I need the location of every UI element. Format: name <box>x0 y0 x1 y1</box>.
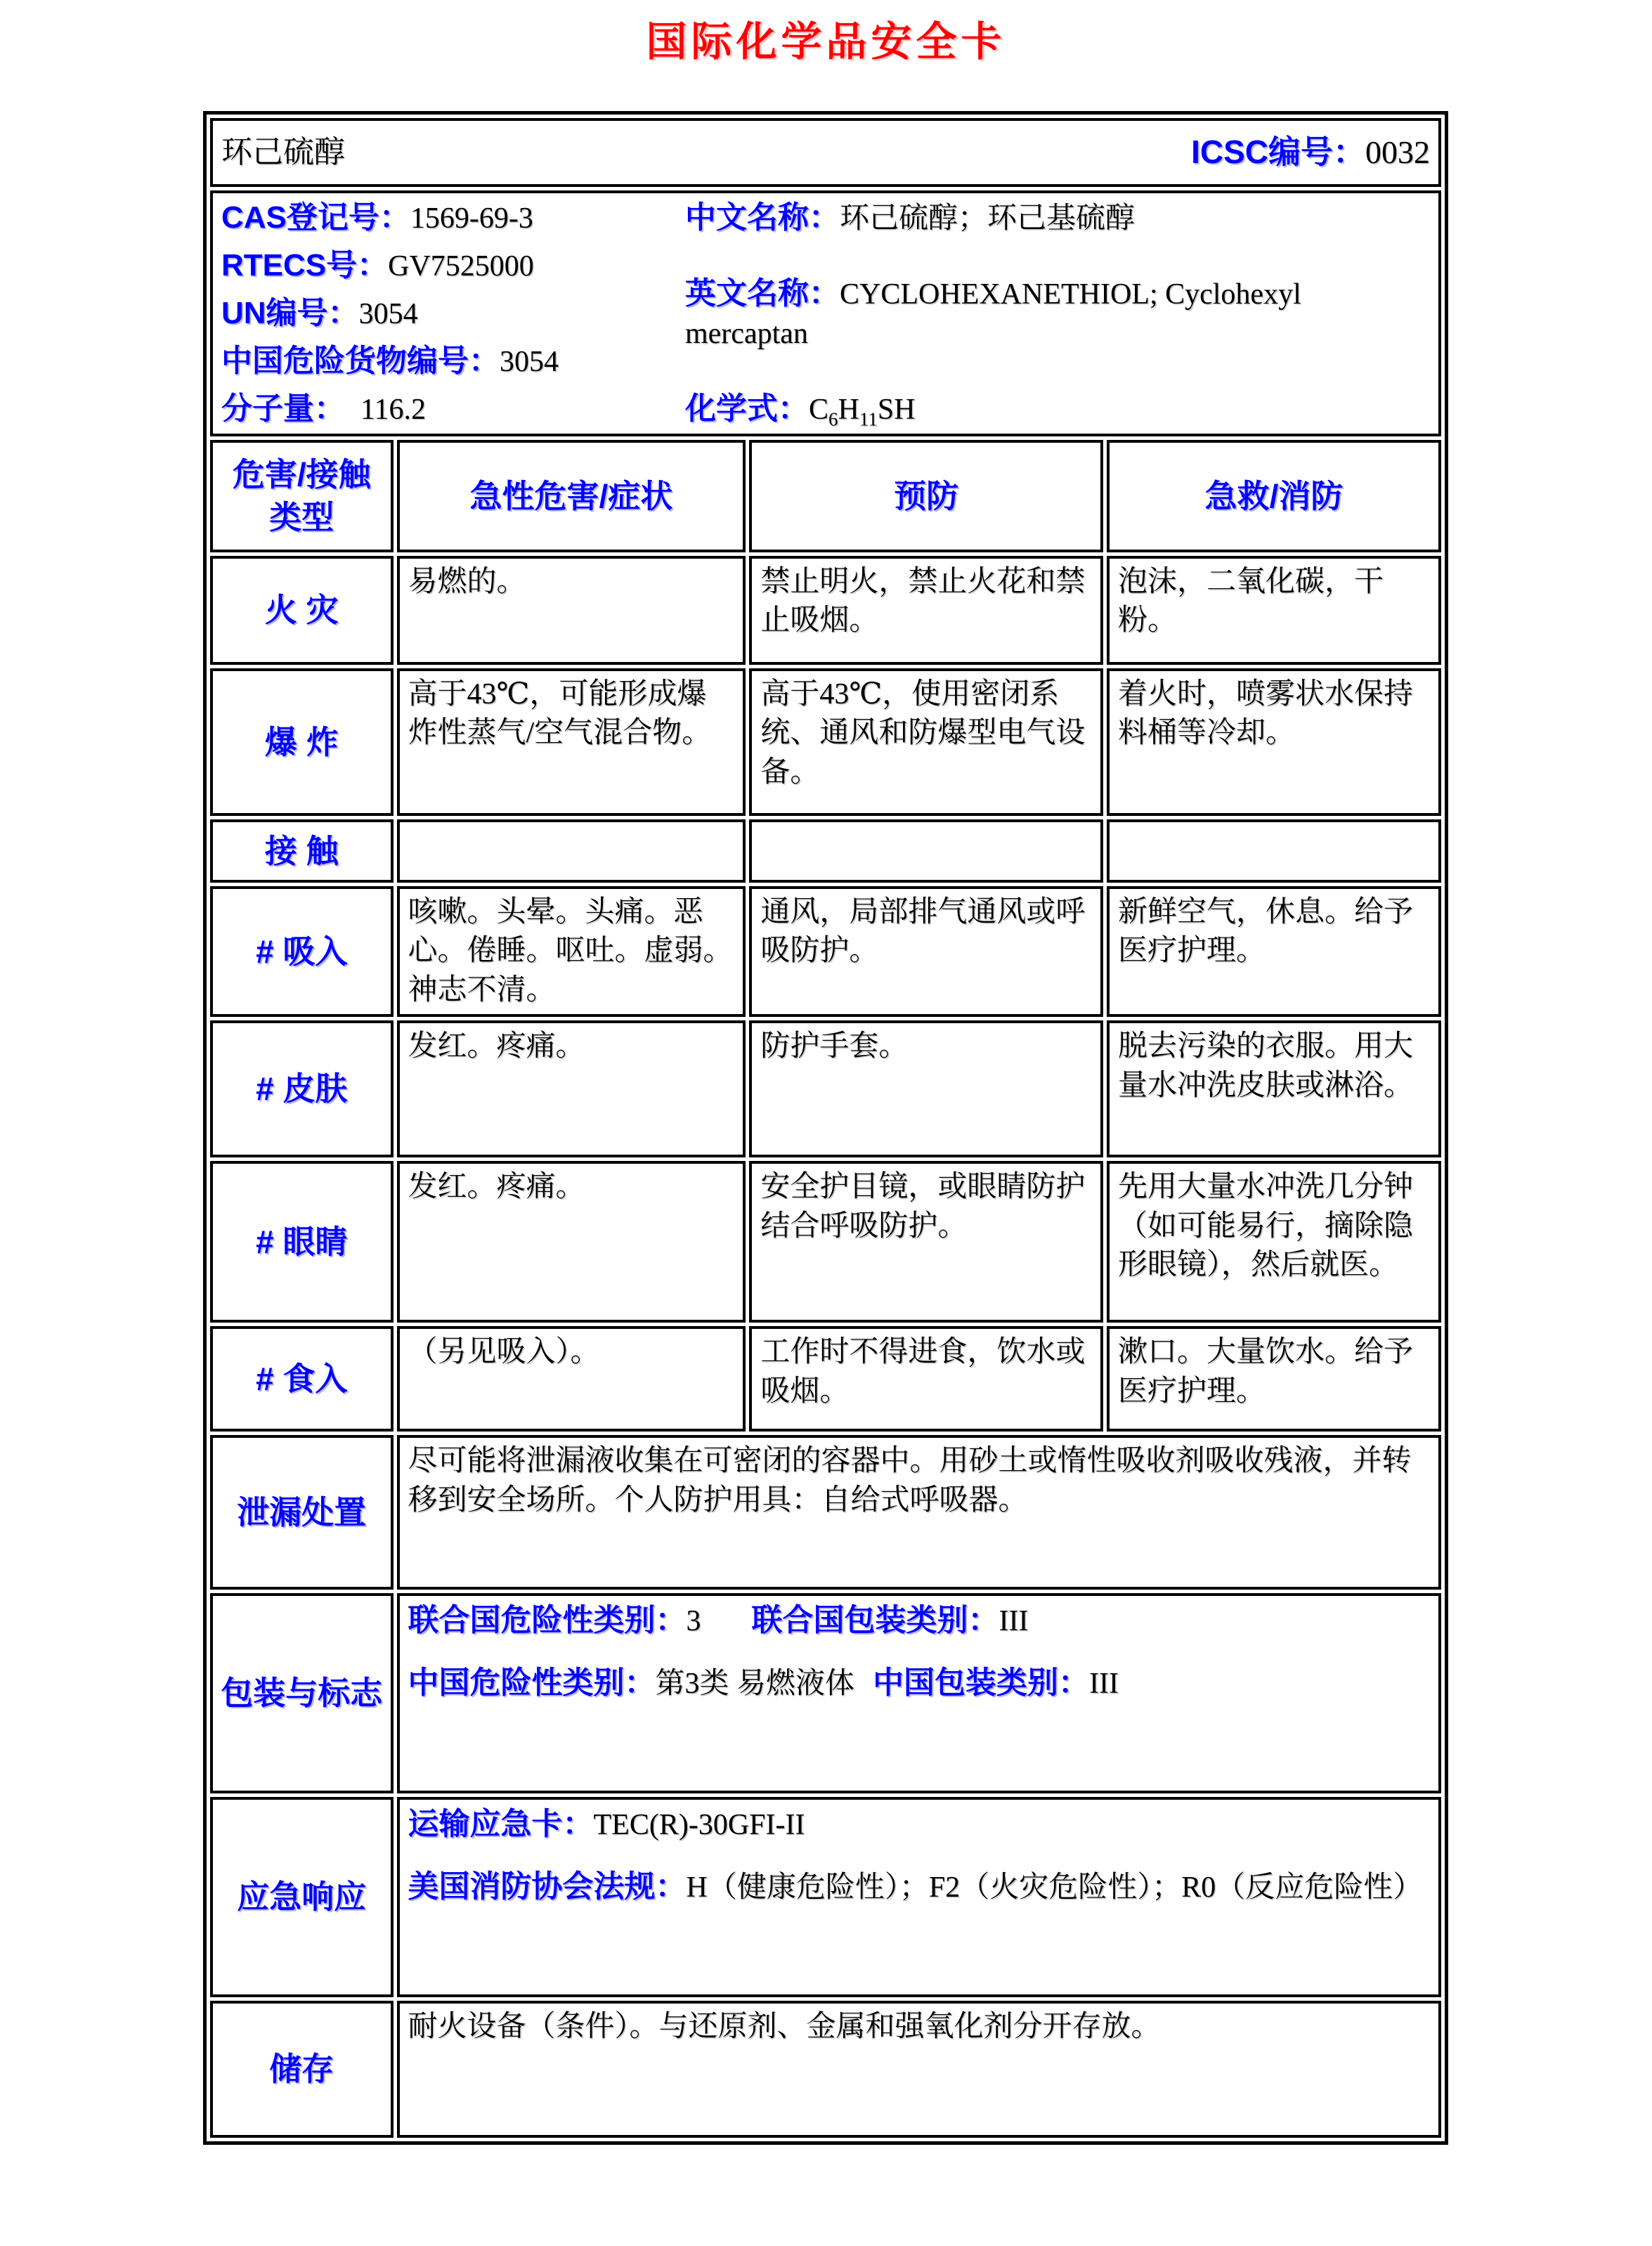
cn-dangerous-goods-label: 中国危险货物编号： <box>221 343 500 378</box>
hazard-table-header-row <box>210 440 1441 552</box>
rtecs-value: GV7525000 <box>388 249 534 283</box>
header-acute-symptoms: 急性危害/症状 <box>397 440 746 552</box>
header-firstaid-firefighting: 急救/消防 <box>1107 440 1441 552</box>
cas-label: CAS登记号： <box>221 200 410 235</box>
un-number-label: UN编号： <box>221 295 359 330</box>
transport-emergency-card-value: TEC(R)-30GFI-II <box>593 1809 805 1842</box>
hazard-row-contact <box>210 819 1441 883</box>
emergency-response-row <box>210 1797 1441 1997</box>
row-label-fire: 火 灾 <box>210 556 394 665</box>
contact-prevention-cell <box>749 819 1103 883</box>
packaging-labelling-cell <box>397 1593 1441 1793</box>
ingestion-firstaid-cell: 漱口。大量饮水。给予医疗护理。 <box>1107 1326 1441 1432</box>
molecular-weight-label: 分子量： <box>221 391 345 426</box>
hazard-row-inhalation <box>210 886 1441 1017</box>
page-title: 国际化学品安全卡 <box>646 19 1006 65</box>
nfpa-code-line <box>408 1867 1430 1907</box>
spill-disposal-row <box>210 1435 1441 1590</box>
ingestion-symptoms-cell: （另见吸入）。 <box>397 1326 746 1432</box>
icsc-label: ICSC编号： <box>1191 134 1365 171</box>
fire-firstaid-cell: 泡沫，二氧化碳，干粉。 <box>1107 556 1441 665</box>
icsc-number: 0032 <box>1365 134 1430 171</box>
inhalation-prevention-cell: 通风，局部排气通风或呼吸防护。 <box>749 886 1103 1017</box>
chinese-name-value: 环己硫醇；环己基硫醇 <box>840 202 1136 235</box>
identity-row <box>210 190 1441 436</box>
eyes-firstaid-cell: 先用大量水冲洗几分钟（如可能易行，摘除隐形眼镜），然后就医。 <box>1107 1161 1441 1323</box>
formula-line <box>685 389 1430 429</box>
formula-label: 化学式： <box>685 391 809 426</box>
contact-symptoms-cell <box>397 819 746 883</box>
icsc-number-group <box>1191 131 1430 174</box>
un-number-line <box>221 293 685 334</box>
transport-emergency-card-line <box>408 1804 1430 1845</box>
un-hazard-class-value: 3 <box>686 1605 701 1638</box>
molecular-weight-value: 116.2 <box>360 393 426 426</box>
packaging-labelling-row <box>210 1593 1441 1793</box>
explosion-firstaid-cell: 着火时，喷雾状水保持料桶等冷却。 <box>1107 668 1441 816</box>
eyes-symptoms-cell: 发红。疼痛。 <box>397 1161 746 1323</box>
row-label-explosion: 爆 炸 <box>210 668 394 816</box>
hazard-row-ingestion <box>210 1326 1441 1432</box>
inhalation-symptoms-cell: 咳嗽。头晕。头痛。恶心。倦睡。呕吐。虚弱。神志不清。 <box>397 886 746 1017</box>
un-hazard-class-label: 联合国危险性类别： <box>408 1603 687 1638</box>
formula-value: $C_6H_{11}SH$ <box>809 393 916 429</box>
hazard-row-skin <box>210 1020 1441 1157</box>
ingestion-prevention-cell: 工作时不得进食，饮水或吸烟。 <box>749 1326 1103 1432</box>
hazard-row-fire <box>210 556 1441 665</box>
row-label-ingestion: # 食入 <box>210 1326 394 1432</box>
english-name-value: CYCLOHEXANETHIOL; Cyclohexyl mercaptan <box>685 278 1301 350</box>
eyes-prevention-cell: 安全护目镜，或眼睛防护结合呼吸防护。 <box>749 1161 1103 1323</box>
chemical-name: 环己硫醇 <box>221 134 345 169</box>
spill-disposal-cell: 尽可能将泄漏液收集在可密闭的容器中。用砂土或惰性吸收剂吸收残液，并转移到安全场所。个人防护用具：自给式呼吸器。 <box>397 1435 1441 1590</box>
cn-hazard-class-label: 中国危险性类别： <box>408 1665 656 1700</box>
nfpa-code-label: 美国消防协会法规： <box>408 1869 687 1904</box>
hazard-row-eyes <box>210 1161 1441 1323</box>
row-label-storage: 储存 <box>210 2001 394 2138</box>
fire-symptoms-cell: 易燃的。 <box>397 556 746 665</box>
cn-dangerous-goods-line <box>221 341 685 382</box>
nfpa-code-value: H（健康危险性）；F2（火灾危险性）；R0（反应危险性） <box>686 1871 1423 1904</box>
cas-line <box>221 197 685 238</box>
hazard-row-explosion <box>210 668 1441 816</box>
storage-cell: 耐火设备（条件）。与还原剂、金属和强氧化剂分开存放。 <box>397 2001 1441 2138</box>
inhalation-firstaid-cell: 新鲜空气，休息。给予医疗护理。 <box>1107 886 1441 1017</box>
contact-firstaid-cell <box>1107 819 1441 883</box>
identity-left-column <box>221 197 685 429</box>
row-label-inhalation: # 吸入 <box>210 886 394 1017</box>
safety-card-table <box>203 111 1448 2145</box>
identity-cell <box>210 190 1441 436</box>
row-label-spill-disposal: 泄漏处置 <box>210 1435 394 1590</box>
un-packing-group-value: III <box>999 1605 1029 1638</box>
chinese-name-line <box>685 197 1430 238</box>
skin-symptoms-cell: 发红。疼痛。 <box>397 1020 746 1157</box>
explosion-prevention-cell: 高于43℃，使用密闭系统、通风和防爆型电气设备。 <box>749 668 1103 816</box>
cn-packing-group-label: 中国包装类别： <box>873 1665 1090 1700</box>
row-label-packaging: 包装与标志 <box>210 1593 394 1793</box>
chinese-name-label: 中文名称： <box>685 200 840 235</box>
skin-firstaid-cell: 脱去污染的衣服。用大量水冲洗皮肤或淋浴。 <box>1107 1020 1441 1157</box>
emergency-response-cell <box>397 1797 1441 1997</box>
card-header-cell <box>210 118 1441 187</box>
row-label-emergency-response: 应急响应 <box>210 1797 394 1997</box>
explosion-symptoms-cell: 高于43℃，可能形成爆炸性蒸气/空气混合物。 <box>397 668 746 816</box>
rtecs-line <box>221 245 685 286</box>
header-hazard-type: 危害/接触 类型 <box>210 440 394 552</box>
cn-dangerous-goods-value: 3054 <box>500 345 559 378</box>
un-packing-group-label: 联合国包装类别： <box>751 1603 999 1638</box>
english-name-line <box>685 273 1339 353</box>
transport-emergency-card-label: 运输应急卡： <box>408 1807 594 1842</box>
row-label-skin: # 皮肤 <box>210 1020 394 1157</box>
row-label-contact: 接 触 <box>210 819 394 883</box>
molecular-weight-line <box>221 389 685 429</box>
un-number-value: 3054 <box>358 297 418 330</box>
cn-classification-line <box>408 1663 1430 1703</box>
skin-prevention-cell: 防护手套。 <box>749 1020 1103 1157</box>
cn-hazard-class-value: 第3类 易燃液体 <box>655 1667 855 1700</box>
fire-prevention-cell: 禁止明火，禁止火花和禁止吸烟。 <box>749 556 1103 665</box>
storage-row <box>210 2001 1441 2138</box>
cn-packing-group-value: III <box>1089 1667 1119 1700</box>
english-name-label: 英文名称： <box>685 276 840 311</box>
card-header-row <box>210 118 1441 187</box>
identity-right-column <box>685 197 1430 429</box>
row-label-eyes: # 眼睛 <box>210 1161 394 1323</box>
header-prevention: 预防 <box>749 440 1103 552</box>
cas-value: 1569-69-3 <box>410 202 533 235</box>
rtecs-label: RTECS号： <box>221 247 389 283</box>
un-classification-line <box>408 1600 1430 1641</box>
